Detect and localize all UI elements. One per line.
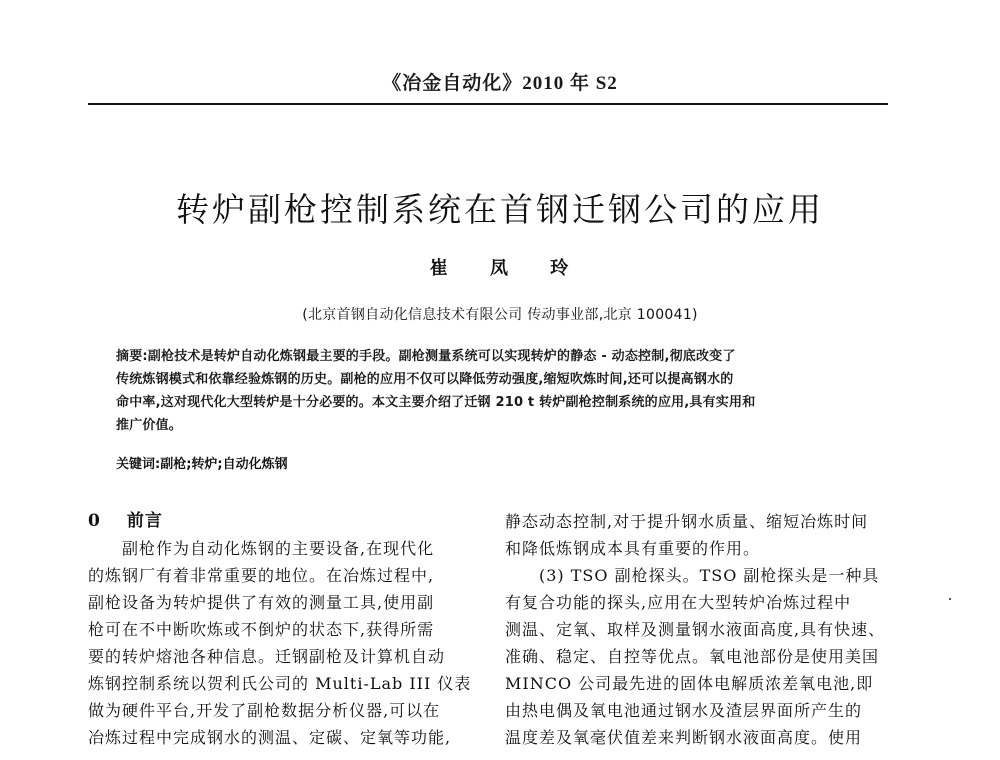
body-line: 冶炼过程中完成钢水的测温、定碳、定氧等功能,: [88, 728, 452, 747]
running-header: 《冶金自动化》2010 年 S2: [382, 73, 618, 94]
body-line: 副枪设备为转炉提供了有效的测量工具,使用副: [88, 593, 435, 612]
body-line: 由热电偶及氧电池通过钢水及渣层界面所产生的: [505, 701, 863, 720]
abstract-line: 推广价值。: [116, 418, 183, 433]
section-number: 0: [88, 511, 101, 531]
body-line: (3) TSO 副枪探头。TSO 副枪探头是一种具: [539, 566, 880, 585]
body-line: 的炼钢厂有着非常重要的地位。在冶炼过程中,: [88, 566, 435, 585]
section-title: 前言: [126, 511, 163, 531]
body-line: 有复合功能的探头,应用在大型转炉冶炼过程中: [505, 593, 852, 612]
body-line: MINCO 公司最先进的固体电解质浓差氧电池,即: [505, 674, 874, 693]
scan-speck: [949, 598, 951, 600]
body-line: 温度差及氧毫伏值差来判断钢水液面高度。使用: [505, 728, 863, 747]
abstract: [116, 345, 878, 437]
body-line: 测温、定氧、取样及测量钢水液面高度,具有快速、: [505, 620, 886, 639]
body-line: 静态动态控制,对于提升钢水质量、缩短冶炼时间: [505, 512, 869, 531]
abstract-line: 命中率,这对现代化大型转炉是十分必要的。本文主要介绍了迁钢 210 t 转炉副枪控制系统的应用,具有实用和: [116, 395, 756, 410]
paper-title: 转炉副枪控制系统在首钢迁钢公司的应用: [176, 190, 824, 229]
abstract-line: 传统炼钢模式和依靠经验炼钢的历史。副枪的应用不仅可以降低劳动强度,缩短吹炼时间,还可以提高钢水的: [116, 372, 734, 387]
header-rule: [88, 103, 888, 105]
body-line: 副枪作为自动化炼钢的主要设备,在现代化: [122, 539, 435, 558]
abstract-line: 摘要:副枪技术是转炉自动化炼钢最主要的手段。副枪测量系统可以实现转炉的静态 - 动态控制,彻底改变了: [116, 349, 736, 364]
body-line: 枪可在不中断吹炼或不倒炉的状态下,获得所需: [88, 620, 435, 639]
body-line: 炼钢控制系统以贺利氏公司的 Multi-Lab III 仪表: [88, 674, 472, 693]
affiliation: (北京首钢自动化信息技术有限公司 传动事业部,北京 100041): [302, 307, 698, 323]
author: 崔 凤 玲: [429, 258, 587, 279]
left-column: [88, 508, 488, 751]
body-line: 做为硬件平台,开发了副枪数据分析仪器,可以在: [88, 701, 441, 720]
section-heading: [88, 508, 488, 535]
body-line: 准确、稳定、自控等优点。氧电池部份是使用美国: [505, 647, 880, 666]
right-column: [505, 508, 905, 751]
body-line: 和降低炼钢成本具有重要的作用。: [505, 539, 761, 558]
keywords: 关键词:副枪;转炉;自动化炼钢: [116, 457, 288, 472]
body-line: 要的转炉熔池各种信息。迁钢副枪及计算机自动: [88, 647, 446, 666]
